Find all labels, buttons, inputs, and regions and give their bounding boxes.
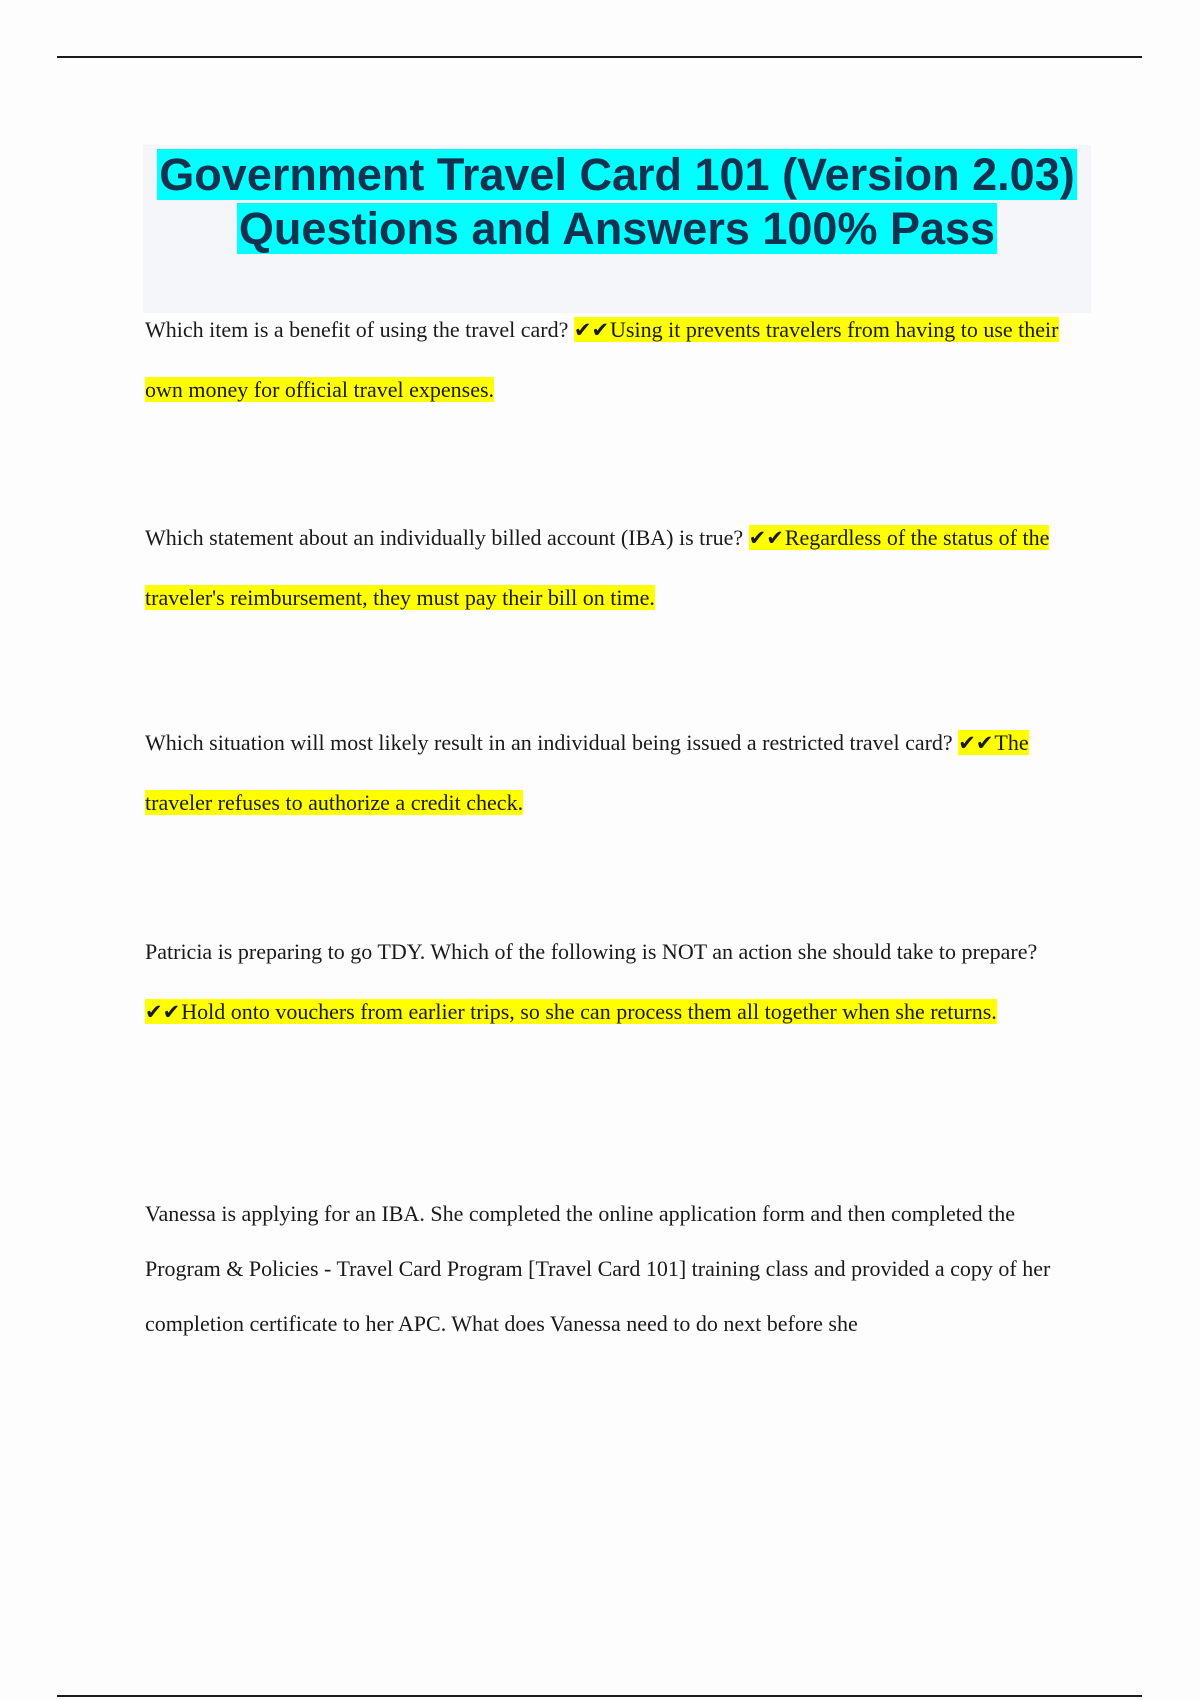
title-highlight: Government Travel Card 101 (Version 2.03) Questions and Answers 100% Pass [159,149,1075,254]
question-text: Which situation will most likely result in an individual being issued a restricted travel card? [145,730,953,755]
question-text: Which item is a benefit of using the travel card? [145,317,569,342]
answer-text: Using it prevents travelers from having to use their own money for official travel expenses. [145,317,1059,402]
double-check-icon: ✔✔ [145,1000,181,1024]
double-check-icon: ✔✔ [573,318,610,342]
question-text: Which statement about an individually billed account (IBA) is true? [145,525,744,550]
qa-item-1 [145,300,1085,420]
answer-text: Regardless of the status of the traveler's reimbursement, they must pay their bill on time. [145,525,1050,610]
answer-text: Hold onto vouchers from earlier trips, so she can process them all together when she returns. [181,999,997,1024]
double-check-icon: ✔✔ [748,526,784,550]
qa-item-3 [145,713,1085,833]
answer-text: The traveler refuses to authorize a credit check. [145,730,1029,815]
qa-item-2 [145,508,1085,628]
document-title [143,148,1091,256]
double-check-icon: ✔✔ [958,731,994,755]
question-text: Patricia is preparing to go TDY. Which of the following is NOT an action she should take to prepare? [145,939,1038,964]
header-rule [57,56,1142,58]
footer-rule [57,1695,1142,1697]
question-text: Vanessa is applying for an IBA. She completed the online application form and then completed the Program & Policies - Travel Card Program [Travel Card 101] training class and provided a copy of her completion certificate to her APC. What does Vanessa need to do next before she [145,1201,1051,1336]
qa-item-5 [145,1186,1085,1351]
answer-highlight [145,999,997,1024]
qa-item-4 [145,922,1085,1042]
